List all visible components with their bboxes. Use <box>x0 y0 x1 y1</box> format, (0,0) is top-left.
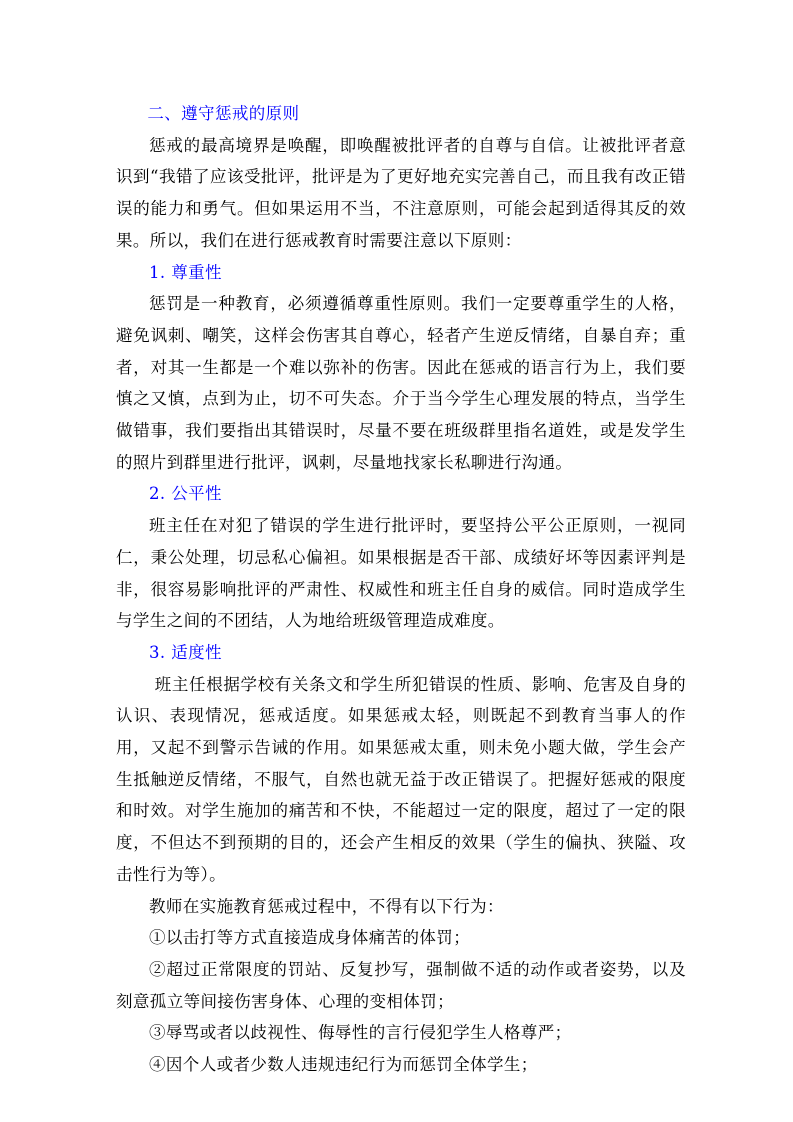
document-page <box>116 98 686 1081</box>
principle-title-respect: 1. 尊重性 <box>149 262 222 282</box>
behavior-item-2: ②超过正常限度的罚站、反复抄写，强制做不适的动作或者姿势，以及刻意孤立等间接伤害身体、心理的变相体罚； <box>116 959 686 1011</box>
behavior-item-4: ④因个人或者少数人违规违纪行为而惩罚全体学生； <box>149 1055 538 1075</box>
principle-body-respect: 惩罚是一种教育，必须遵循尊重性原则。我们一定要尊重学生的人格，避免讽刺、嘲笑，这样会伤害其自尊心，轻者产生逆反情绪，自暴自弃；重者，对其一生都是一个难以弥补的伤害。因此在惩戒的语言行为上，我们要慎之又慎，点到为止，切不可失态。介于当今学生心理发展的特点，当学生做错事，我们要指出其错误时，尽量不要在班级群里指名道姓，或是发学生的照片到群里进行批评，讽刺，尽量地找家长私聊进行沟通。 <box>116 294 686 472</box>
principle-body-fairness: 班主任在对犯了错误的学生进行批评时，要坚持公平公正原则，一视同仁，秉公处理，切忌私心偏袒。如果根据是否干部、成绩好坏等因素评判是非，很容易影响批评的严肃性、权威性和班主任自身的威信。同时造成学生与学生之间的不团结，人为地给班级管理造成难度。 <box>116 516 686 631</box>
section-title: 二、遵守惩戒的原则 <box>147 104 300 123</box>
principle-title-moderation: 3. 适度性 <box>149 642 222 662</box>
behavior-item-1: ①以击打等方式直接造成身体痛苦的体罚； <box>149 928 471 948</box>
principle-title-fairness: 2. 公平性 <box>149 484 222 504</box>
intro-paragraph: 惩戒的最高境界是唤醒，即唤醒被批评者的自尊与自信。让被批评者意识到“我错了应该受批评，批评是为了更好地充实完善自己，而且我有改正错误的能力和勇气。但如果运用不当，不注意原则，可能会起到适得其反的效果。所以，我们在进行惩戒教育时需要注意以下原则： <box>116 135 686 250</box>
principle-body-moderation: 班主任根据学校有关条文和学生所犯错误的性质、影响、危害及自身的认识、表现情况，惩戒适度。如果惩戒太轻，则既起不到教育当事人的作用，又起不到警示告诫的作用。如果惩戒太重，则未免小题大做，学生会产生抵触逆反情绪，不服气，自然也就无益于改正错误了。把握好惩戒的限度和时效。对学生施加的痛苦和不快，不能超过一定的限度，超过了一定的限度，不但达不到预期的目的，还会产生相反的效果（学生的偏执、狭隘、攻击性行为等）。 <box>116 674 686 884</box>
behavior-item-3: ③辱骂或者以歧视性、侮辱性的言行侵犯学生人格尊严； <box>149 1023 572 1043</box>
behaviors-intro: 教师在实施教育惩戒过程中，不得有以下行为： <box>149 896 504 916</box>
